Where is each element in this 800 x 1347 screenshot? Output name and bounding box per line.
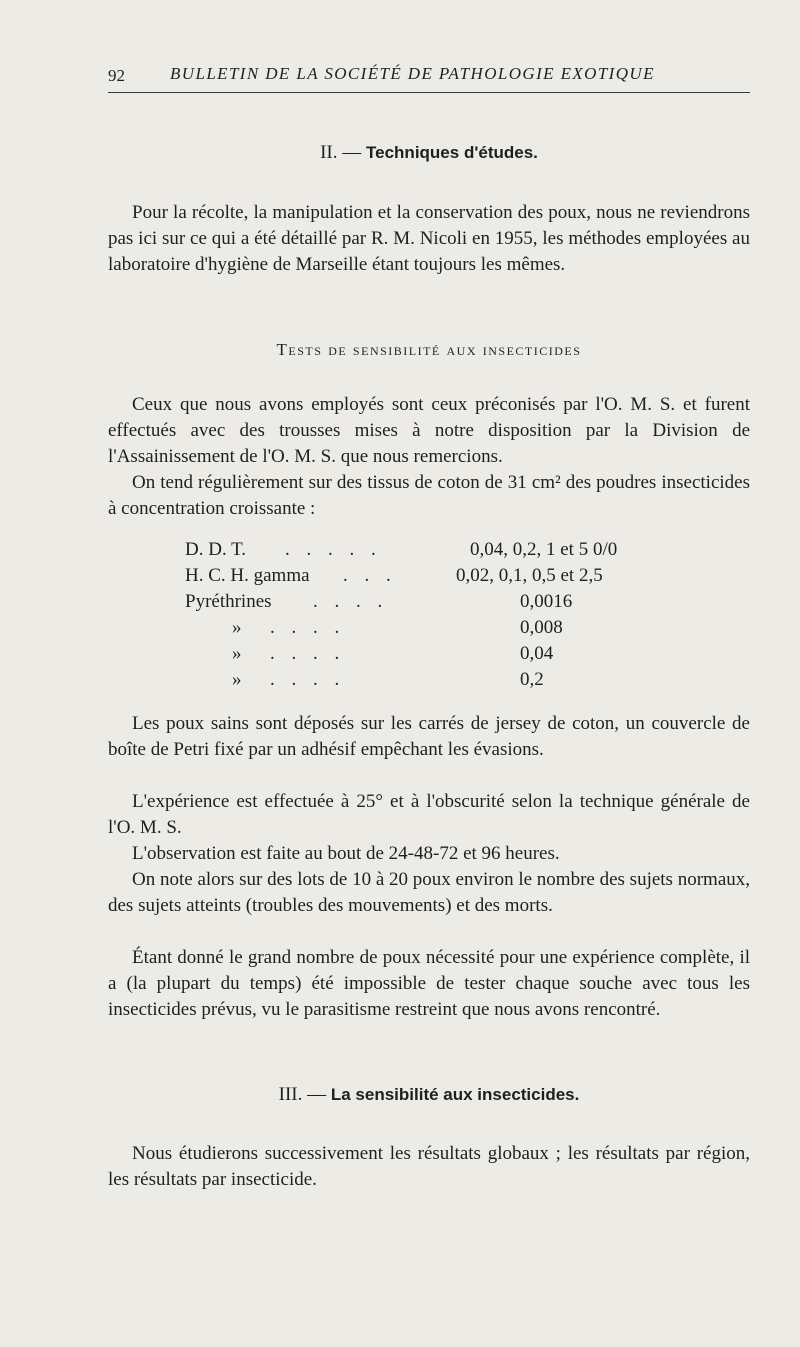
- paragraph-collection-methods: Pour la récolte, la manipulation et la conservation des poux, nous ne reviendrons pas ici sur ce qui a été détaillé par R. M. Nicoli en 1955, les méthodes employées au laboratoire d'hygiène de Marseille étant toujours les mêmes.: [108, 202, 750, 275]
- table-row: [0, 617, 800, 643]
- concentration-value: 0,008: [520, 617, 563, 638]
- paragraph-experiment-conditions: L'expérience est effectuée à 25° et à l'obscurité selon la technique générale de l'O. M. S.: [108, 791, 750, 838]
- leader-dots: . . . .: [270, 669, 346, 690]
- paragraph-cotton-tissues: On tend régulièrement sur des tissus de coton de 31 cm² des poudres insecticides à concentration croissante :: [108, 472, 750, 519]
- ditto-mark: »: [232, 669, 242, 690]
- leader-dots: . . . .: [313, 591, 389, 612]
- table-row: [0, 539, 800, 565]
- concentration-value: 0,04: [520, 643, 554, 664]
- journal-title: BULLETIN DE LA SOCIÉTÉ DE PATHOLOGIE EXOTIQUE: [170, 64, 655, 83]
- leader-dots: . . . . .: [285, 539, 382, 560]
- section-number: III. —: [278, 1084, 327, 1105]
- paragraph-counting-lots: On note alors sur des lots de 10 à 20 poux environ le nombre des sujets normaux, des sujets atteints (troubles des mouvements) et des morts.: [108, 869, 750, 916]
- paragraph-limitations: Étant donné le grand nombre de poux nécessité pour une expérience complète, il a (la plupart du temps) été impossible de tester chaque souche avec tous les insecticides prévus, vu le parasitisme restreint que nous avons rencontré.: [108, 947, 750, 1020]
- paragraph-observation-times: L'observation est faite au bout de 24-48-72 et 96 heures.: [132, 843, 560, 864]
- section-title: Techniques d'études.: [366, 143, 538, 162]
- leader-dots: . . . .: [270, 617, 346, 638]
- leader-dots: . . .: [343, 565, 397, 586]
- running-header: [108, 62, 750, 93]
- table-row: [0, 565, 800, 591]
- subheading-insecticide-tests: Tests de sensibilité aux insecticides: [276, 340, 582, 359]
- leader-dots: . . . .: [270, 643, 346, 664]
- paragraph-who-kits: Ceux que nous avons employés sont ceux préconisés par l'O. M. S. et furent effectués avec des trousses mises à notre disposition par la Division de l'Assainissement de l'O. M. S. que nous remercions.: [108, 394, 750, 467]
- section-number: II. —: [320, 142, 362, 163]
- table-row: [0, 591, 800, 617]
- concentration-value: 0,02, 0,1, 0,5 et 2,5: [456, 565, 603, 586]
- paragraph-results-overview: Nous étudierons successivement les résultats globaux ; les résultats par région, les résultats par insecticide.: [108, 1143, 750, 1190]
- ditto-mark: »: [232, 617, 242, 638]
- section-heading-sensitivity: [108, 1084, 750, 1106]
- section-title: La sensibilité aux insecticides.: [330, 1085, 580, 1104]
- paragraph-healthy-lice: Les poux sains sont déposés sur les carrés de jersey de coton, un couvercle de boîte de Petri fixé par un adhésif empêchant les évasions.: [108, 713, 750, 760]
- concentration-value: 0,04, 0,2, 1 et 5 0/0: [470, 539, 618, 560]
- table-row: [0, 669, 800, 695]
- table-row: [0, 643, 800, 669]
- insecticide-label: D. D. T.: [185, 539, 247, 560]
- ditto-mark: »: [232, 643, 242, 664]
- section-heading-techniques: [108, 142, 750, 164]
- page-number: 92: [108, 66, 125, 85]
- concentration-value: 0,0016: [520, 591, 573, 612]
- concentration-value: 0,2: [520, 669, 544, 690]
- insecticide-label: Pyréthrines: [185, 591, 272, 612]
- insecticide-label: H. C. H. gamma: [185, 565, 310, 586]
